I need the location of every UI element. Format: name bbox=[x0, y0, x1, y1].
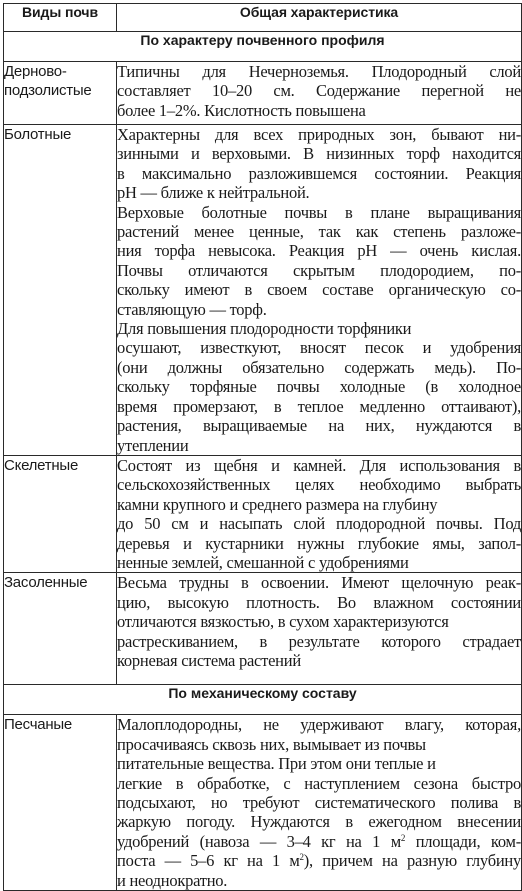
column-header-characteristics: Общая характеристика bbox=[117, 4, 522, 32]
text-line: Типичны для Нечерноземья. Плодородный слой bbox=[117, 62, 521, 81]
text-fragment: поста — 5–6 кг на 1 м bbox=[117, 851, 300, 871]
text-line: отличаются вязкостью, в сухом характеризуются bbox=[117, 612, 449, 632]
text-line bbox=[117, 851, 521, 870]
text-line: подсыхают, но требуют систематического полива в bbox=[117, 792, 521, 812]
text-line: скольку торфяные почвы холодные (в холодное bbox=[117, 377, 521, 397]
superscript: 2 bbox=[299, 852, 304, 863]
text-line: до 50 см и насыпать слой плодородной почвы. Под bbox=[117, 514, 521, 534]
soil-types-table bbox=[3, 3, 522, 891]
text-line: Малоплодородны, не удерживают влагу, которая, bbox=[117, 715, 521, 735]
soil-type-cell bbox=[4, 455, 117, 572]
section-row-mechanical bbox=[4, 685, 522, 715]
text-line: Верховые болотные почвы в плане выращивания bbox=[117, 202, 521, 222]
text-line: легкие в обработке, с наступлением сезона быстро bbox=[117, 773, 521, 793]
characteristics-cell bbox=[117, 715, 522, 891]
soil-type-name: Песчаные bbox=[4, 716, 73, 734]
text-line: ненные землей, смешанной с удобрениями bbox=[117, 552, 409, 572]
text-line: Характерны для всех природных зон, бывают ни- bbox=[117, 125, 521, 144]
table-row bbox=[4, 715, 522, 891]
text-line bbox=[117, 832, 521, 851]
soil-type-cell bbox=[4, 573, 117, 685]
text-line: более 1–2%. Кислотность повышена bbox=[117, 100, 366, 120]
soil-type-name: Болотные bbox=[4, 126, 72, 143]
text-line: сельскохозяйственных целях необходимо выбрать bbox=[117, 475, 521, 495]
characteristics-cell bbox=[117, 455, 522, 572]
text-line: жаркую погоду. Нуждаются в ежегодном внесении bbox=[117, 812, 521, 832]
text-fragment: удобрений (навоза — 3–4 кг на 1 м bbox=[117, 831, 401, 851]
text-line: Весьма трудны в освоении. Имеют щелочную реак- bbox=[117, 573, 521, 593]
soil-type-cell bbox=[4, 62, 117, 125]
characteristics-cell bbox=[117, 125, 522, 456]
text-line: составляет 10–20 см. Содержание перегной не bbox=[117, 81, 521, 101]
text-line: зинными и верховыми. В низинных торф находится bbox=[117, 144, 521, 164]
text-line: деревья и кустарники нужны глубокие ямы, запол- bbox=[117, 533, 521, 553]
section-title-mechanical: По механическому составу bbox=[4, 685, 522, 715]
text-line: растений менее ценные, так как степень разложе- bbox=[117, 222, 521, 242]
text-line: ставляющую — торф. bbox=[117, 299, 267, 319]
text-line: цию, высокую плотность. Во влажном состоянии bbox=[117, 592, 521, 612]
section-row-profile bbox=[4, 32, 522, 62]
text-line: растрескиванием, в результате которого страдает bbox=[117, 631, 521, 651]
text-line: питательные вещества. При этом они теплые и bbox=[117, 754, 436, 774]
text-line: просачиваясь сквозь них, вымывает из почвы bbox=[117, 734, 426, 754]
characteristics-cell bbox=[117, 62, 522, 125]
text-line: камни крупного и среднего размера на глубину bbox=[117, 494, 438, 514]
column-header-soil-type: Виды почв bbox=[4, 4, 117, 32]
soil-type-name: Засоленные bbox=[4, 574, 88, 592]
text-line: утеплении bbox=[117, 435, 189, 455]
text-line: скольку имеют в своем составе органическую со- bbox=[117, 280, 521, 300]
text-line: Почвы отличаются скрытым плодородием, по- bbox=[117, 260, 521, 280]
table-row bbox=[4, 455, 522, 572]
text-line: в максимально разложившемся состоянии. Реакция bbox=[117, 163, 521, 183]
text-line: растения, выращиваемые на них, нуждаются в bbox=[117, 416, 521, 436]
text-line: (они должны обязательно содержать медь). По- bbox=[117, 357, 521, 377]
superscript: 2 bbox=[400, 832, 406, 843]
text-line: ния торфа невысока. Реакция рН — очень кислая. bbox=[117, 241, 521, 261]
table-row bbox=[4, 62, 522, 125]
characteristics-cell bbox=[117, 573, 522, 685]
soil-type-name: Скелетные bbox=[4, 456, 79, 474]
text-line: Состоят из щебня и камней. Для использования в bbox=[117, 455, 521, 475]
soil-type-cell bbox=[4, 715, 117, 891]
soil-type-cell bbox=[4, 125, 117, 456]
text-line: осушают, известкуют, вносят песок и удобрения bbox=[117, 338, 521, 358]
section-title-profile: По характеру почвенного профиля bbox=[4, 32, 522, 62]
text-fragment: площади, ком- bbox=[405, 831, 521, 851]
text-line: корневая система растений bbox=[117, 650, 301, 670]
text-line: и неоднократно. bbox=[117, 870, 228, 890]
text-line: время промерзают, в теплое медленно оттаивают), bbox=[117, 396, 521, 416]
table-row bbox=[4, 125, 522, 456]
text-line: рН — ближе к нейтральной. bbox=[117, 183, 310, 203]
table-row bbox=[4, 573, 522, 685]
table-header-row bbox=[4, 4, 522, 32]
soil-type-name: подзолистые bbox=[4, 82, 92, 100]
text-line: Для повышения плодородности торфяники bbox=[117, 319, 412, 339]
soil-type-name: Дерново- bbox=[4, 63, 67, 80]
text-fragment: ), причем на разную глубину bbox=[303, 851, 522, 871]
